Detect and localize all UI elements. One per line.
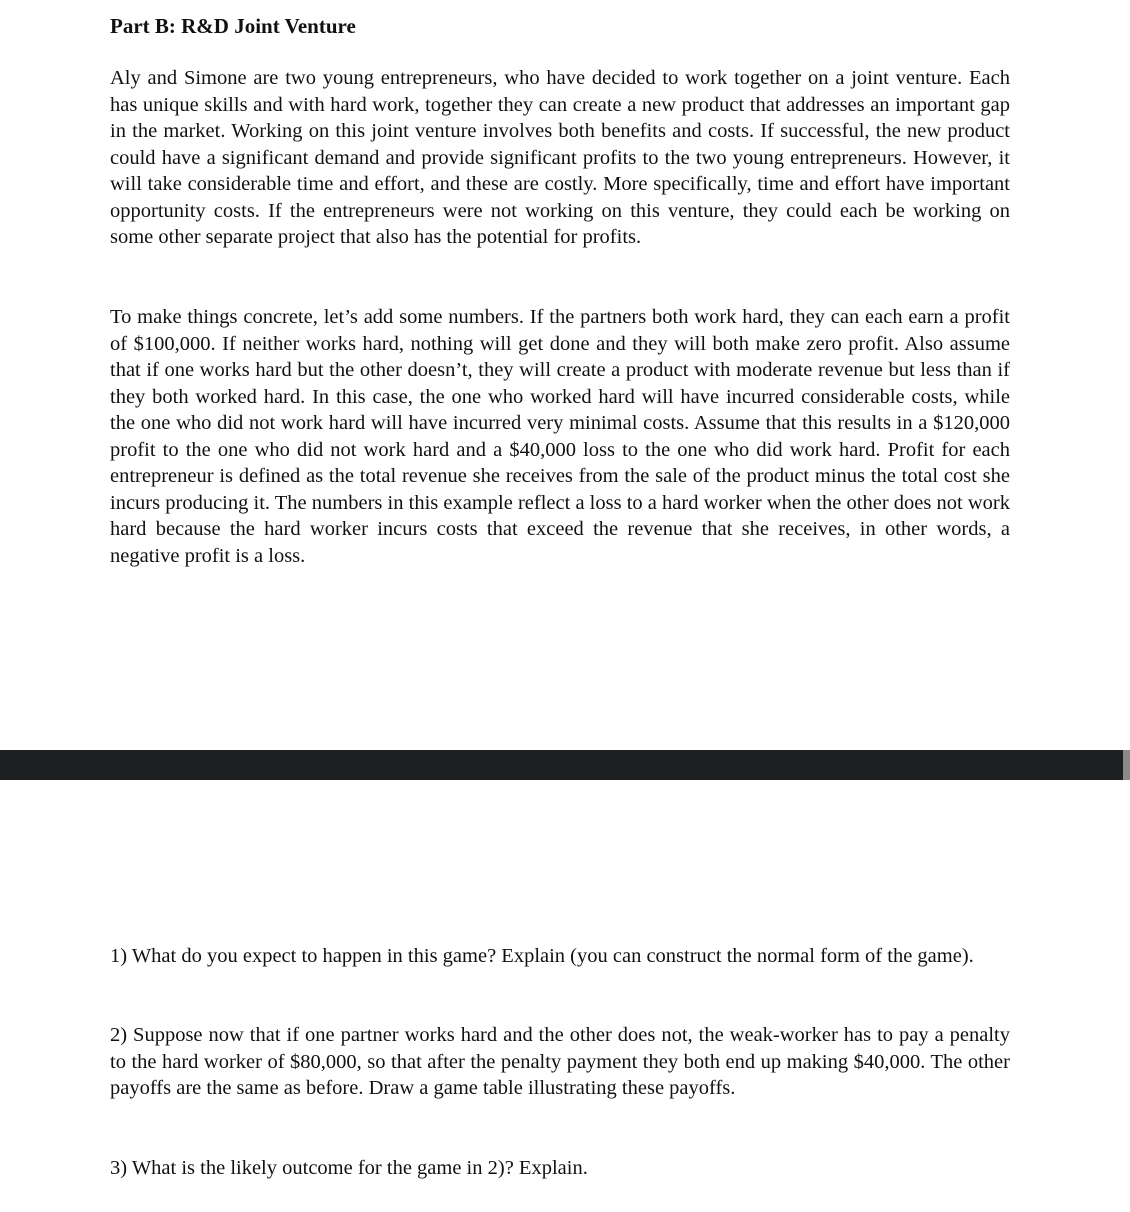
numbers-paragraph: To make things concrete, let’s add some numbers. If the partners both work hard, they can each earn a profit of $100,000. If neither works hard, nothing will get done and they will both make zero profit. Also assume that if one works hard but the other doesn’t, they will create a product with moderate revenue but less than if they both worked hard. In this case, the one who worked hard will have incurred considerable costs, while the one who did not work hard will have incurred very minimal costs. Assume that this results in a $120,000 profit to the one who did not work hard and a $40,000 loss to the one who did work hard. Profit for each entrepreneur is defined as the total revenue she receives from the sale of the product minus the total cost she incurs producing it. The numbers in this example reflect a loss to a hard worker when the other does not work hard because the hard worker incurs costs that exceed the revenue that she receives, in other words, a negative profit is a loss. xyxy=(110,306,1010,567)
question-2: 2) Suppose now that if one partner works hard and the other does not, the weak-worker has to pay a penalty to the hard worker of $80,000, so that after the penalty payment they both end up making $40,000. The other payoffs are the same as before. Draw a game table illustrating these payoffs. xyxy=(110,1024,1010,1099)
section-divider-bar xyxy=(0,750,1123,780)
page-title: Part B: R&D Joint Venture xyxy=(110,14,356,38)
divider-edge xyxy=(1123,750,1130,780)
question-1: 1) What do you expect to happen in this game? Explain (you can construct the normal form of the game). xyxy=(110,945,974,967)
intro-paragraph: Aly and Simone are two young entrepreneurs, who have decided to work together on a joint venture. Each has unique skills and with hard work, together they can create a new product that addresses an important gap in the market. Working on this joint venture involves both benefits and costs. If successful, the new product could have a significant demand and provide significant profits to the two young entrepreneurs. However, it will take considerable time and effort, and these are costly. More specifically, time and effort have important opportunity costs. If the entrepreneurs were not working on this venture, they could each be working on some other separate project that also has the potential for profits. xyxy=(110,67,1010,248)
question-3: 3) What is the likely outcome for the game in 2)? Explain. xyxy=(110,1157,588,1179)
